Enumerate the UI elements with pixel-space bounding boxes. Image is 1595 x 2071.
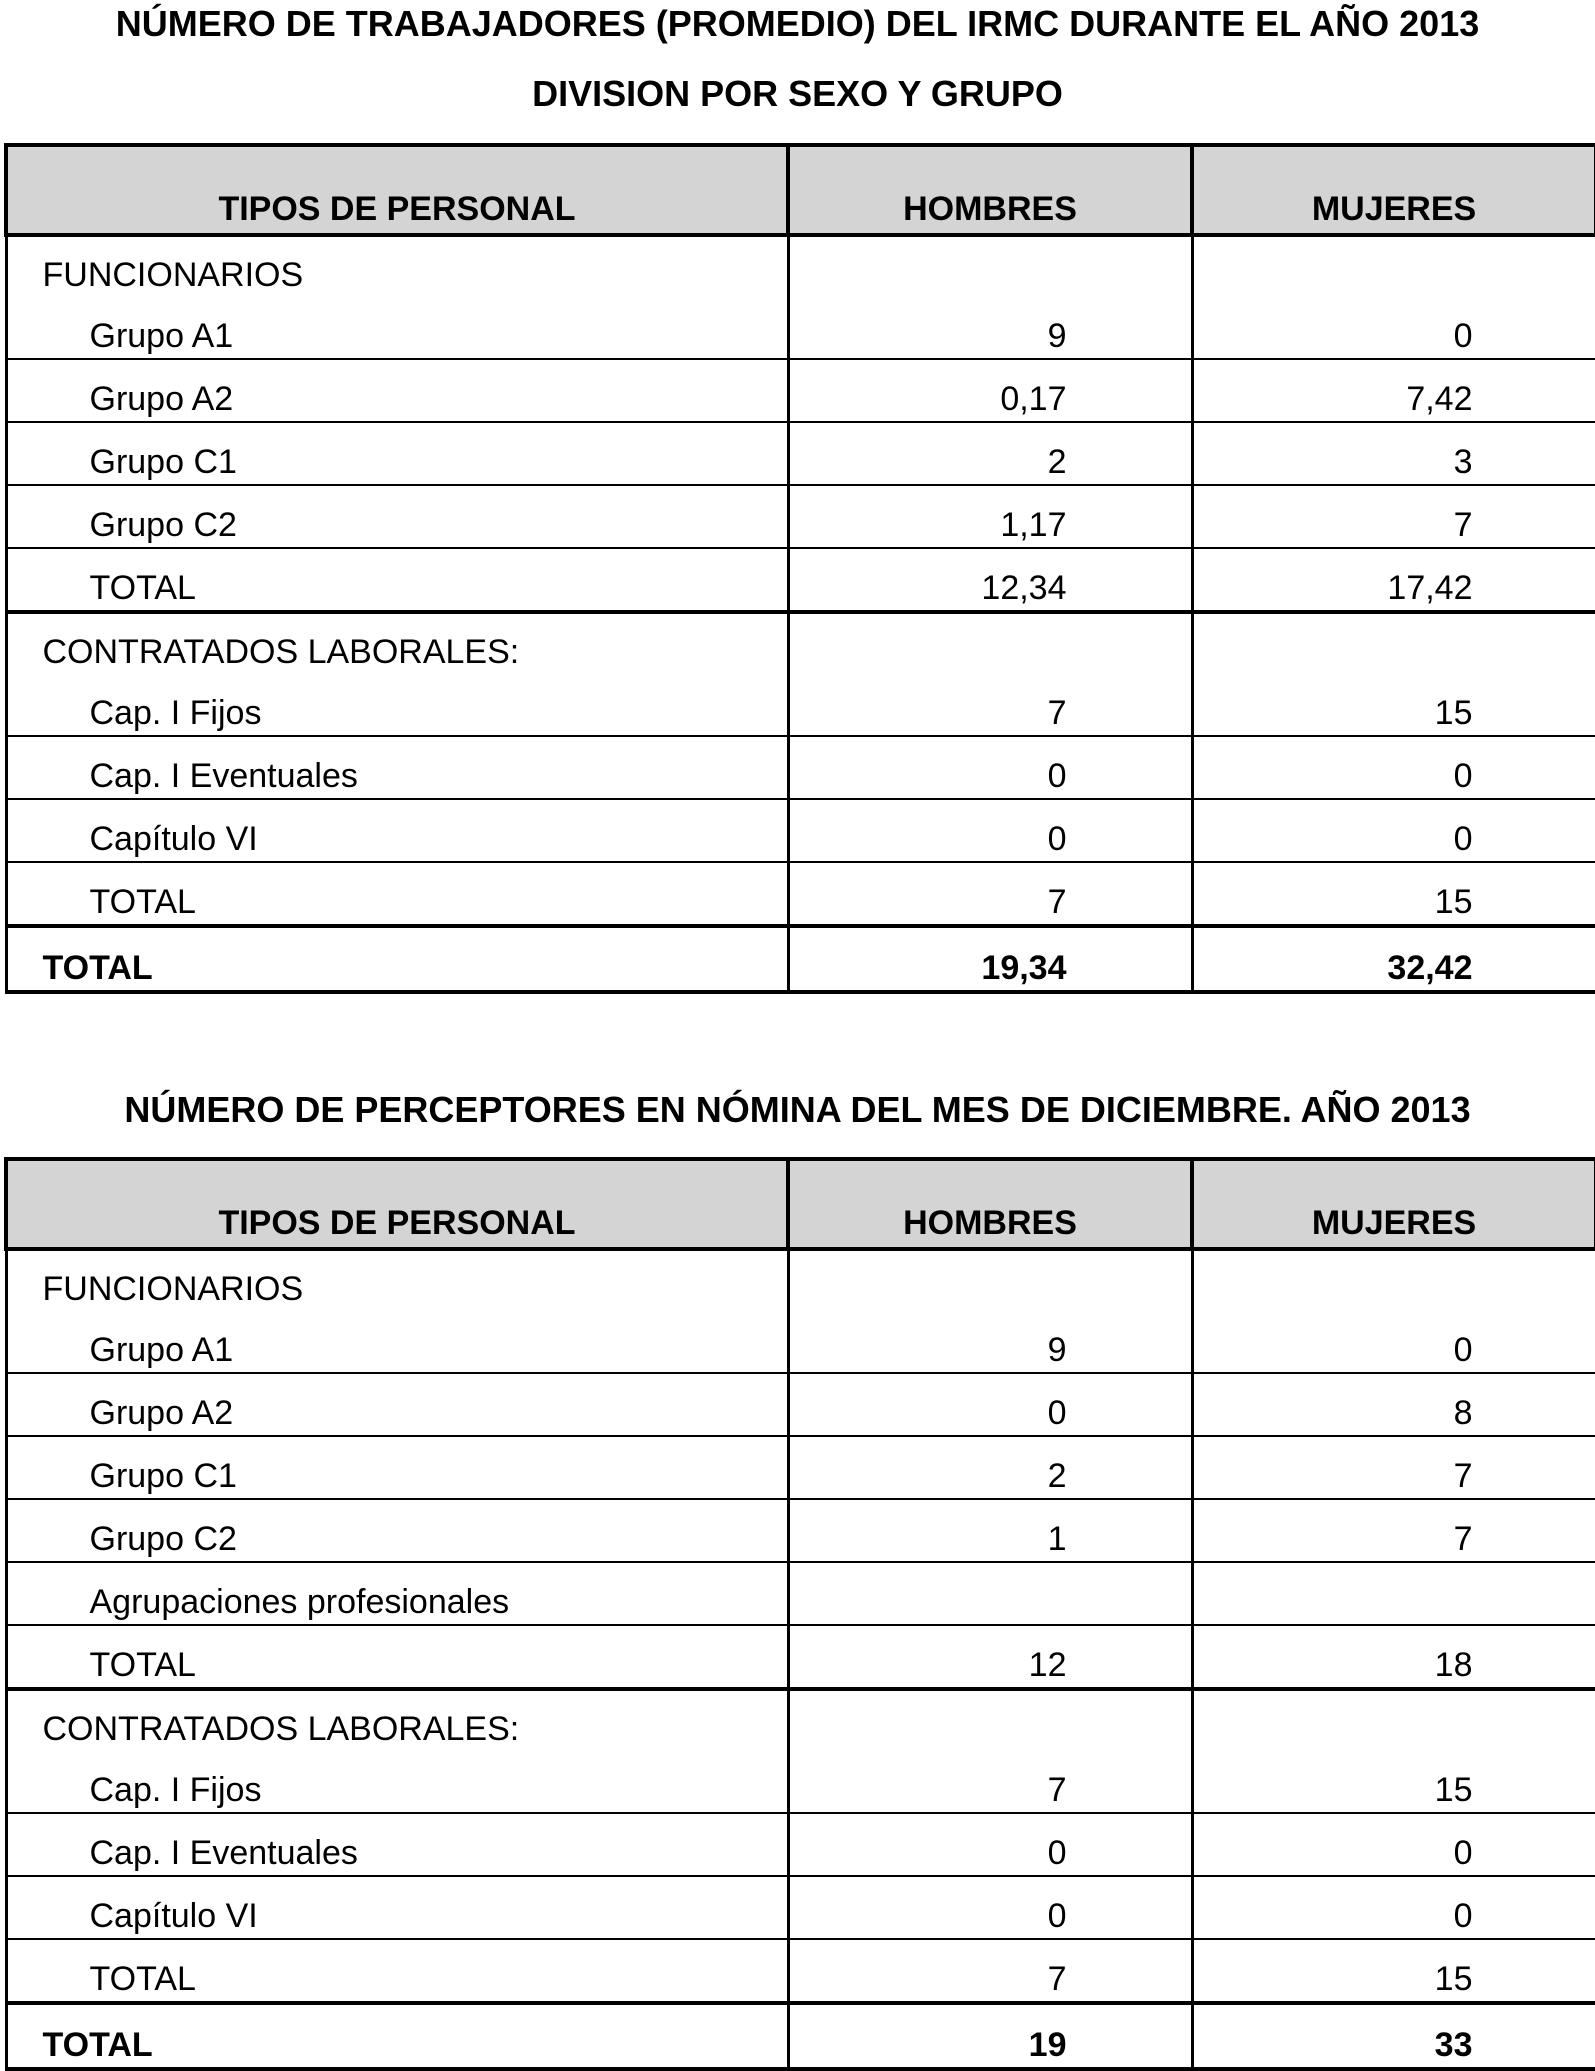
row-label: TOTAL <box>6 1939 788 2003</box>
table1-title: NÚMERO DE TRABAJADORES (PROMEDIO) DEL IRMC DURANTE EL AÑO 2013 <box>115 3 1480 44</box>
table2-title: NÚMERO DE PERCEPTORES EN NÓMINA DEL MES DE DICIEMBRE. AÑO 2013 <box>124 1089 1471 1130</box>
hombres-cell: 0 <box>788 1876 1192 1939</box>
table-row <box>6 1499 1595 1562</box>
mujeres-cell: 15 <box>1192 1751 1595 1813</box>
hombres-cell: 7 <box>788 1751 1192 1813</box>
hombres-cell: 12 <box>788 1625 1192 1689</box>
mujeres-cell: 15 <box>1192 1939 1595 2003</box>
row-label: Grupo A2 <box>6 1373 788 1436</box>
table-row <box>6 1876 1595 1939</box>
mujeres-cell: 15 <box>1192 674 1595 736</box>
hombres-cell: 0,17 <box>788 359 1192 422</box>
table1-subtitle: DIVISION POR SEXO Y GRUPO <box>532 73 1063 114</box>
row-label: TOTAL <box>6 548 788 612</box>
mujeres-cell: 0 <box>1192 297 1595 359</box>
row-label: Grupo C1 <box>6 1436 788 1499</box>
table-row <box>6 674 1595 736</box>
row-label: CONTRATADOS LABORALES: <box>6 1689 788 1751</box>
hombres-cell <box>788 1562 1192 1625</box>
mujeres-cell: 8 <box>1192 1373 1595 1436</box>
payroll-recipients-table <box>4 1157 1595 2071</box>
table-row <box>6 297 1595 359</box>
mujeres-cell: 15 <box>1192 862 1595 926</box>
row-label: TOTAL <box>6 862 788 926</box>
hombres-cell: 1,17 <box>788 485 1192 548</box>
header-mujeres: MUJERES <box>1192 145 1595 235</box>
hombres-cell: 9 <box>788 297 1192 359</box>
row-label: TOTAL <box>6 1625 788 1689</box>
mujeres-cell <box>1192 1689 1595 1751</box>
mujeres-cell: 7 <box>1192 485 1595 548</box>
mujeres-cell: 0 <box>1192 1813 1595 1876</box>
subtotal-row <box>6 1625 1595 1689</box>
mujeres-cell: 18 <box>1192 1625 1595 1689</box>
table-row <box>6 1562 1595 1625</box>
hombres-cell <box>788 1249 1192 1311</box>
hombres-cell: 7 <box>788 862 1192 926</box>
table-row <box>6 1751 1595 1813</box>
hombres-cell: 1 <box>788 1499 1192 1562</box>
hombres-cell: 0 <box>788 1373 1192 1436</box>
hombres-cell: 0 <box>788 1813 1192 1876</box>
hombres-cell: 19 <box>788 2003 1192 2069</box>
hombres-cell: 2 <box>788 1436 1192 1499</box>
hombres-cell <box>788 1689 1192 1751</box>
row-label: Grupo C1 <box>6 422 788 485</box>
table-row <box>6 422 1595 485</box>
mujeres-cell <box>1192 612 1595 674</box>
section-row <box>6 235 1595 297</box>
subtotal-row <box>6 862 1595 926</box>
row-label: Cap. I Eventuales <box>6 1813 788 1876</box>
mujeres-cell: 17,42 <box>1192 548 1595 612</box>
section-row <box>6 1249 1595 1311</box>
hombres-cell: 7 <box>788 1939 1192 2003</box>
row-label: TOTAL <box>6 2003 788 2069</box>
table-row <box>6 1311 1595 1373</box>
row-label: Grupo A2 <box>6 359 788 422</box>
grand-total-row <box>6 926 1595 992</box>
header-tipos: TIPOS DE PERSONAL <box>6 145 788 235</box>
header-hombres: HOMBRES <box>788 145 1192 235</box>
mujeres-cell: 0 <box>1192 736 1595 799</box>
section-row <box>6 1689 1595 1751</box>
row-label: Capítulo VI <box>6 799 788 862</box>
mujeres-cell: 0 <box>1192 799 1595 862</box>
mujeres-cell: 3 <box>1192 422 1595 485</box>
row-label: FUNCIONARIOS <box>6 235 788 297</box>
row-label: FUNCIONARIOS <box>6 1249 788 1311</box>
mujeres-cell: 0 <box>1192 1311 1595 1373</box>
row-label: TOTAL <box>6 926 788 992</box>
hombres-cell: 0 <box>788 736 1192 799</box>
mujeres-cell: 7,42 <box>1192 359 1595 422</box>
mujeres-cell: 33 <box>1192 2003 1595 2069</box>
table-row <box>6 1436 1595 1499</box>
row-label: Capítulo VI <box>6 1876 788 1939</box>
mujeres-cell <box>1192 1249 1595 1311</box>
header-mujeres: MUJERES <box>1192 1159 1595 1249</box>
mujeres-cell <box>1192 1562 1595 1625</box>
hombres-cell: 2 <box>788 422 1192 485</box>
table-row <box>6 799 1595 862</box>
header-row <box>6 145 1595 235</box>
subtotal-row <box>6 548 1595 612</box>
header-hombres: HOMBRES <box>788 1159 1192 1249</box>
row-label: Grupo C2 <box>6 485 788 548</box>
table-row <box>6 736 1595 799</box>
section-row <box>6 612 1595 674</box>
header-tipos: TIPOS DE PERSONAL <box>6 1159 788 1249</box>
row-label: Grupo A1 <box>6 1311 788 1373</box>
row-label: Grupo C2 <box>6 1499 788 1562</box>
workers-average-table <box>4 143 1595 994</box>
table-row <box>6 1813 1595 1876</box>
row-label: Agrupaciones profesionales <box>6 1562 788 1625</box>
table-row <box>6 485 1595 548</box>
row-label: Cap. I Eventuales <box>6 736 788 799</box>
hombres-cell: 19,34 <box>788 926 1192 992</box>
row-label: Cap. I Fijos <box>6 1751 788 1813</box>
header-row <box>6 1159 1595 1249</box>
table-row <box>6 359 1595 422</box>
table-row <box>6 1373 1595 1436</box>
mujeres-cell: 7 <box>1192 1499 1595 1562</box>
hombres-cell <box>788 235 1192 297</box>
hombres-cell <box>788 612 1192 674</box>
hombres-cell: 9 <box>788 1311 1192 1373</box>
hombres-cell: 0 <box>788 799 1192 862</box>
subtotal-row <box>6 1939 1595 2003</box>
row-label: Grupo A1 <box>6 297 788 359</box>
mujeres-cell: 7 <box>1192 1436 1595 1499</box>
mujeres-cell <box>1192 235 1595 297</box>
hombres-cell: 12,34 <box>788 548 1192 612</box>
mujeres-cell: 0 <box>1192 1876 1595 1939</box>
row-label: CONTRATADOS LABORALES: <box>6 612 788 674</box>
hombres-cell: 7 <box>788 674 1192 736</box>
grand-total-row <box>6 2003 1595 2069</box>
row-label: Cap. I Fijos <box>6 674 788 736</box>
mujeres-cell: 32,42 <box>1192 926 1595 992</box>
